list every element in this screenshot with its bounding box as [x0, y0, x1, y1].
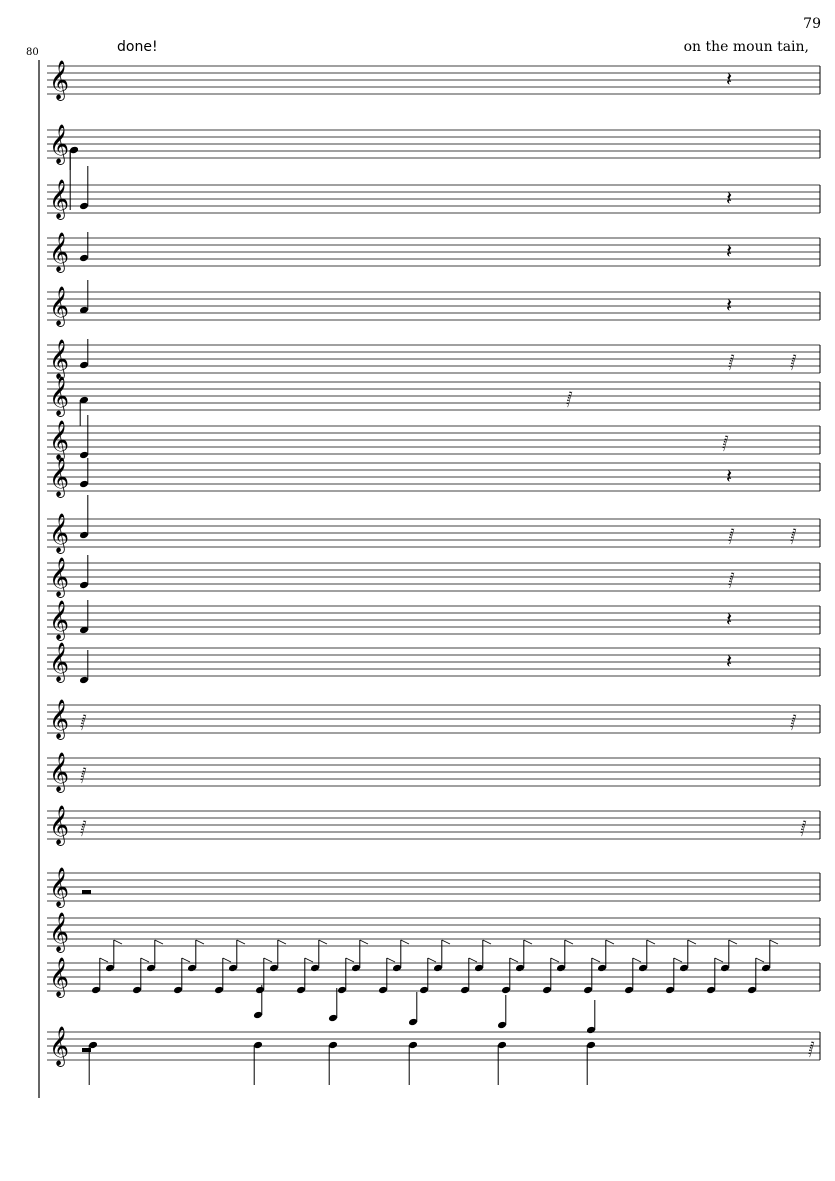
short-rest: 𝅂	[800, 821, 807, 837]
beam-flag	[264, 958, 272, 962]
beam-flag	[223, 958, 231, 962]
beam-flag	[305, 958, 313, 962]
beam-flag	[606, 940, 614, 944]
short-rest: 𝅂	[80, 768, 87, 784]
treble-clef: 𝄞	[49, 642, 70, 682]
beam-flag	[319, 940, 327, 944]
short-rest: 𝅂	[80, 715, 87, 731]
page-number: 79	[803, 16, 821, 32]
beam-flag	[155, 940, 163, 944]
beam-flag	[756, 958, 764, 962]
beam-flag	[592, 958, 600, 962]
beam-flag	[360, 940, 368, 944]
treble-clef: 𝄞	[49, 376, 70, 416]
short-rest: 𝅂	[566, 392, 573, 408]
treble-clef: 𝄞	[49, 232, 70, 272]
treble-clef: 𝄞	[49, 339, 70, 379]
beam-flag	[674, 958, 682, 962]
lyric-done: done!	[117, 39, 158, 55]
beam-flag	[770, 940, 778, 944]
short-rest: 𝅂	[728, 573, 735, 589]
treble-clef: 𝄞	[49, 867, 70, 907]
beam-flag	[346, 958, 354, 962]
short-rest: 𝅂	[808, 1042, 815, 1058]
treble-clef: 𝄞	[49, 513, 70, 553]
short-rest: 𝅂	[790, 715, 797, 731]
beam-flag	[510, 958, 518, 962]
treble-clef: 𝄞	[49, 805, 70, 845]
short-rest: 𝅂	[790, 355, 797, 371]
beam-flag	[633, 958, 641, 962]
quarter-rest: 𝄽	[726, 239, 733, 263]
treble-clef: 𝄞	[49, 457, 70, 497]
treble-clef: 𝄞	[49, 557, 70, 597]
treble-clef: 𝄞	[49, 179, 70, 219]
beam-flag	[428, 958, 436, 962]
quarter-rest: 𝄽	[726, 607, 733, 631]
beam-flag	[114, 940, 122, 944]
beam-flag	[401, 940, 409, 944]
beam-flag	[182, 958, 190, 962]
beam-flag	[551, 958, 559, 962]
beam-flag	[469, 958, 477, 962]
beam-flag	[278, 940, 286, 944]
quarter-rest: 𝄽	[726, 464, 733, 488]
quarter-rest: 𝄽	[726, 186, 733, 210]
quarter-rest: 𝄽	[726, 649, 733, 673]
quarter-rest: 𝄽	[726, 293, 733, 317]
beam-flag	[715, 958, 723, 962]
beam-flag	[647, 940, 655, 944]
treble-clef: 𝄞	[49, 600, 70, 640]
beam-flag	[442, 940, 450, 944]
short-rest: 𝅂	[728, 529, 735, 545]
beam-flag	[524, 940, 532, 944]
beam-flag	[237, 940, 245, 944]
treble-clef: 𝄞	[49, 957, 70, 997]
beam-flag	[729, 940, 737, 944]
short-rest: 𝅂	[790, 529, 797, 545]
beam-flag	[100, 958, 108, 962]
beam-flag	[688, 940, 696, 944]
treble-clef: 𝄞	[49, 699, 70, 739]
treble-clef: 𝄞	[49, 124, 70, 164]
beam-flag	[387, 958, 395, 962]
lyric-on-the-mountain: on the moun tain,	[683, 39, 809, 55]
short-rest: 𝅂	[722, 436, 729, 452]
measure-number: 80	[26, 47, 39, 58]
beam-flag	[196, 940, 204, 944]
treble-clef: 𝄞	[49, 752, 70, 792]
treble-clef: 𝄞	[49, 420, 70, 460]
treble-clef: 𝄞	[49, 60, 70, 100]
beam-flag	[565, 940, 573, 944]
beam-flag	[141, 958, 149, 962]
beam-flag	[483, 940, 491, 944]
quarter-rest: 𝄽	[726, 67, 733, 91]
whole-rest	[82, 890, 91, 894]
short-rest: 𝅂	[728, 355, 735, 371]
treble-clef: 𝄞	[49, 912, 70, 952]
treble-clef: 𝄞	[49, 286, 70, 326]
treble-clef: 𝄞	[49, 1026, 70, 1066]
short-rest: 𝅂	[80, 821, 87, 837]
